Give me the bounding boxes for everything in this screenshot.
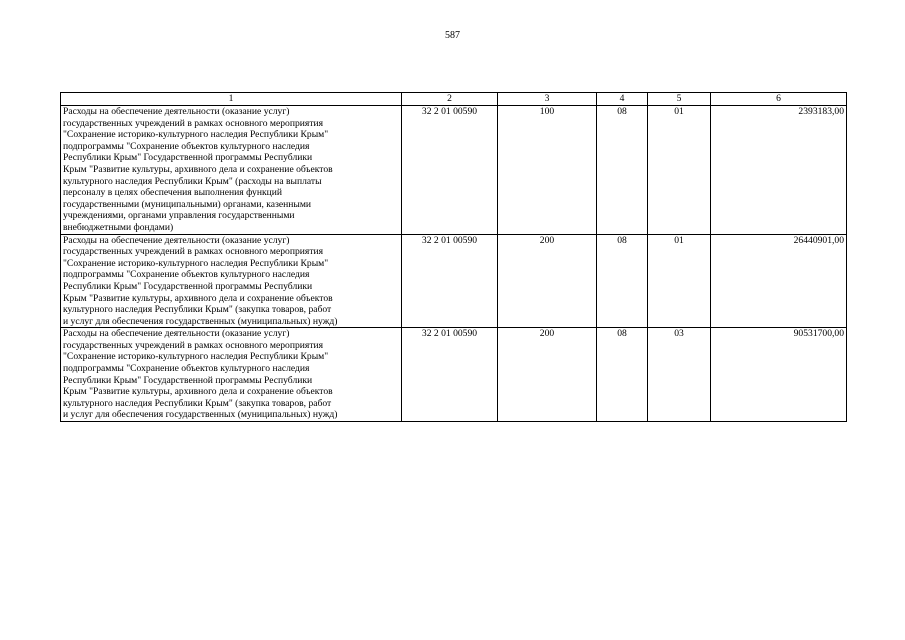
row-description [61,328,402,422]
description-line: и услуг для обеспечения государственных (муниципальных) нужд) [63,315,338,327]
description-line: Расходы на обеспечение деятельности (оказание услуг) [63,328,290,340]
description-line: Расходы на обеспечение деятельности (оказание услуг) [63,106,290,117]
description-line: государственных учреждений в рамках основного мероприятия [63,117,324,129]
row-col4: 08 [597,106,648,235]
table-header-row [61,93,847,106]
row-code: 32 2 01 00590 [402,328,498,422]
description-line: "Сохранение историко-культурного наследия Республики Крым" [63,257,329,269]
row-col3: 100 [498,106,597,235]
description-line: государственными (муниципальными) органами, казенными [63,198,312,210]
budget-table [60,92,847,422]
row-col4: 08 [597,328,648,422]
row-code: 32 2 01 00590 [402,106,498,235]
description-line: Расходы на обеспечение деятельности (оказание услуг) [63,234,290,246]
description-line: Республики Крым" Государственной программы Республики [63,374,313,386]
row-amount: 26440901,00 [711,234,847,328]
description-line: подпрограммы "Сохранение объектов культурного наследия [63,269,310,281]
row-col3: 200 [498,234,597,328]
row-code: 32 2 01 00590 [402,234,498,328]
header-col-1: 1 [61,93,402,106]
description-line: Крым "Развитие культуры, архивного дела и сохранение объектов [63,386,333,398]
description-line: Республики Крым" Государственной программы Республики [63,152,313,164]
description-line: Крым "Развитие культуры, архивного дела и сохранение объектов [63,163,333,175]
row-amount: 90531700,00 [711,328,847,422]
description-line: "Сохранение историко-культурного наследия Республики Крым" [63,351,329,363]
description-line: Республики Крым" Государственной программы Республики [63,280,313,292]
page-number: 587 [445,30,460,41]
description-line: и услуг для обеспечения государственных (муниципальных) нужд) [63,409,338,421]
description-line: подпрограммы "Сохранение объектов культурного наследия [63,363,310,375]
header-col-4: 4 [597,93,648,106]
description-line: персоналу в целях обеспечения выполнения функций [63,187,283,199]
table-row [61,106,847,235]
table-row [61,234,847,328]
row-col5: 01 [648,234,711,328]
description-line: внебюджетными фондами) [63,221,174,233]
description-line: культурного наследия Республики Крым" (расходы на выплаты [63,175,322,187]
description-line: государственных учреждений в рамках основного мероприятия [63,339,324,351]
description-line: подпрограммы "Сохранение объектов культурного наследия [63,140,310,152]
row-description [61,234,402,328]
row-amount: 2393183,00 [711,106,847,235]
row-col5: 01 [648,106,711,235]
row-col4: 08 [597,234,648,328]
description-line: учреждениями, органами управления государственными [63,210,295,222]
header-col-3: 3 [498,93,597,106]
header-col-5: 5 [648,93,711,106]
row-description [61,106,402,235]
row-col5: 03 [648,328,711,422]
description-line: "Сохранение историко-культурного наследия Республики Крым" [63,129,329,141]
header-col-2: 2 [402,93,498,106]
description-line: культурного наследия Республики Крым" (закупка товаров, работ [63,397,332,409]
description-line: культурного наследия Республики Крым" (закупка товаров, работ [63,304,332,316]
description-line: Крым "Развитие культуры, архивного дела и сохранение объектов [63,292,333,304]
table-row [61,328,847,422]
description-line: государственных учреждений в рамках основного мероприятия [63,246,324,258]
header-col-6: 6 [711,93,847,106]
row-col3: 200 [498,328,597,422]
